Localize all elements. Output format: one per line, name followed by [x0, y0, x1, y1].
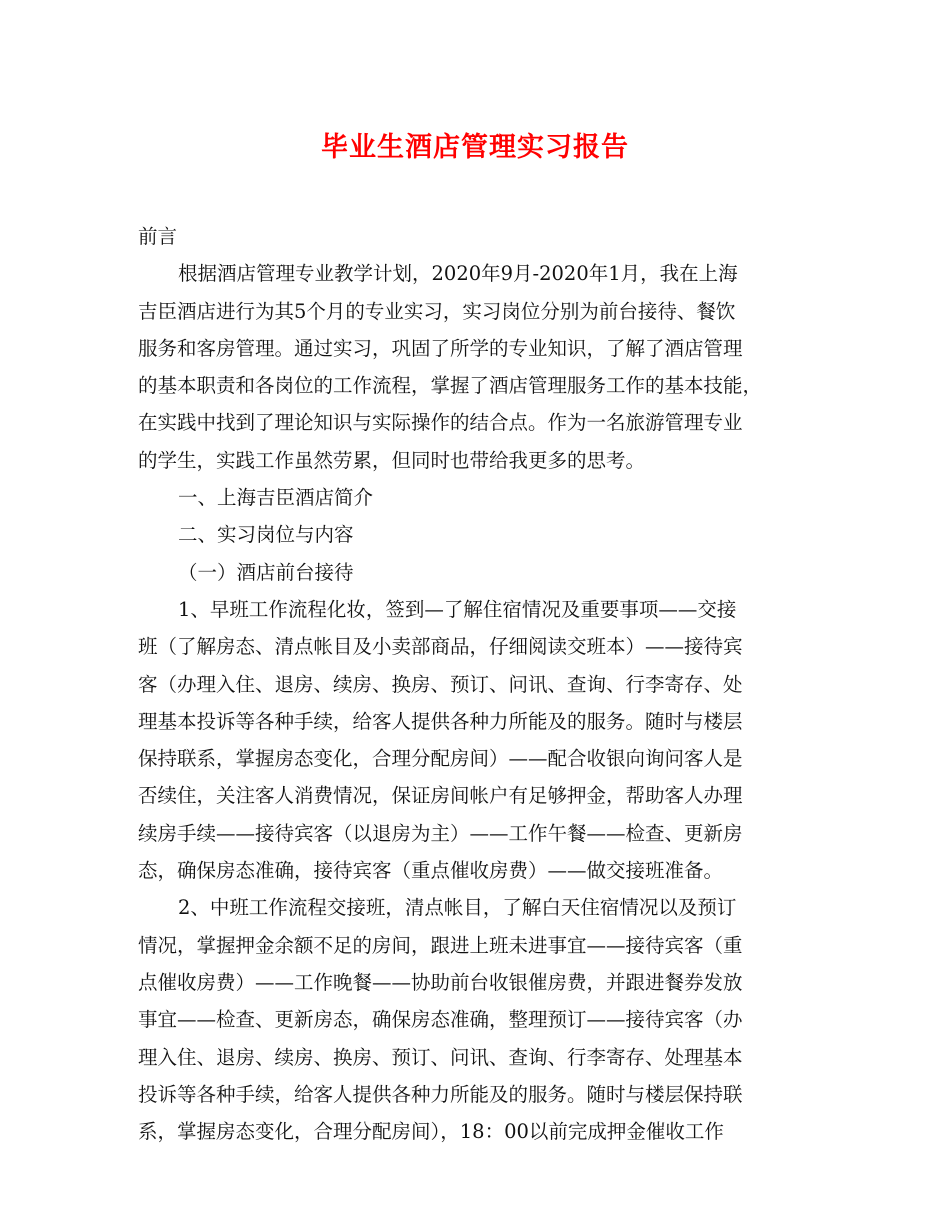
text-line: 否续住，关注客人消费情况，保证房间帐户有足够押金，帮助客人办理 — [138, 784, 743, 808]
text-line: 点催收房费）——工作晚餐——协助前台收银催房费，并跟进餐券发放 — [138, 970, 743, 994]
document-title: 毕业生酒店管理实习报告 — [321, 132, 629, 163]
text-line: 服务和客房管理。通过实习，巩固了所学的专业知识，了解了酒店管理 — [138, 336, 743, 360]
text-line: 吉臣酒店进行为其5个月的专业实习，实习岗位分别为前台接待、餐饮 — [138, 299, 736, 323]
document-body — [138, 218, 818, 1150]
text-line: 保持联系，掌握房态变化，合理分配房间）——配合收银向询问客人是 — [138, 747, 743, 771]
text-line: 2、中班工作流程交接班，清点帐目，了解白天住宿情况以及预订 — [178, 896, 737, 920]
text-line: 二、实习岗位与内容 — [178, 523, 354, 547]
text-line: 根据酒店管理专业教学计划，2020年9月-2020年1月，我在上海 — [178, 262, 738, 286]
text-line: 情况，掌握押金余额不足的房间，跟进上班未进事宜——接待宾客（重 — [138, 933, 743, 957]
text-line: 的基本职责和各岗位的工作流程，掌握了酒店管理服务工作的基本技能， — [138, 374, 763, 398]
text-line: 事宜——检查、更新房态，确保房态准确，整理预订——接待宾客（办 — [138, 1008, 743, 1032]
text-line: 理基本投诉等各种手续，给客人提供各种力所能及的服务。随时与楼层 — [138, 709, 743, 733]
text-line: 班（了解房态、清点帐目及小卖部商品，仔细阅读交班本）——接待宾 — [138, 635, 743, 659]
text-line: 投诉等各种手续，给客人提供各种力所能及的服务。随时与楼层保持联 — [138, 1082, 743, 1106]
text-line: 在实践中找到了理论知识与实际操作的结合点。作为一名旅游管理专业 — [138, 411, 743, 435]
text-line: 1、早班工作流程化妆，签到—了解住宿情况及重要事项——交接 — [178, 597, 737, 621]
text-line: 系，掌握房态变化，合理分配房间），18：00以前完成押金催收工作 — [138, 1120, 724, 1144]
text-line: 客（办理入住、退房、续房、换房、预订、问讯、查询、行李寄存、处 — [138, 672, 743, 696]
text-line: 一、上海吉臣酒店简介 — [178, 486, 374, 510]
text-line: 态，确保房态准确，接待宾客（重点催收房费）——做交接班准备。 — [138, 859, 724, 883]
text-line: 前言 — [138, 225, 178, 248]
text-line: （一）酒店前台接待 — [178, 560, 354, 584]
text-line: 理入住、退房、续房、换房、预订、问讯、查询、行李寄存、处理基本 — [138, 1045, 743, 1069]
text-line: 的学生，实践工作虽然劳累，但同时也带给我更多的思考。 — [138, 448, 646, 472]
text-line: 续房手续——接待宾客（以退房为主）——工作午餐——检查、更新房 — [138, 821, 743, 845]
